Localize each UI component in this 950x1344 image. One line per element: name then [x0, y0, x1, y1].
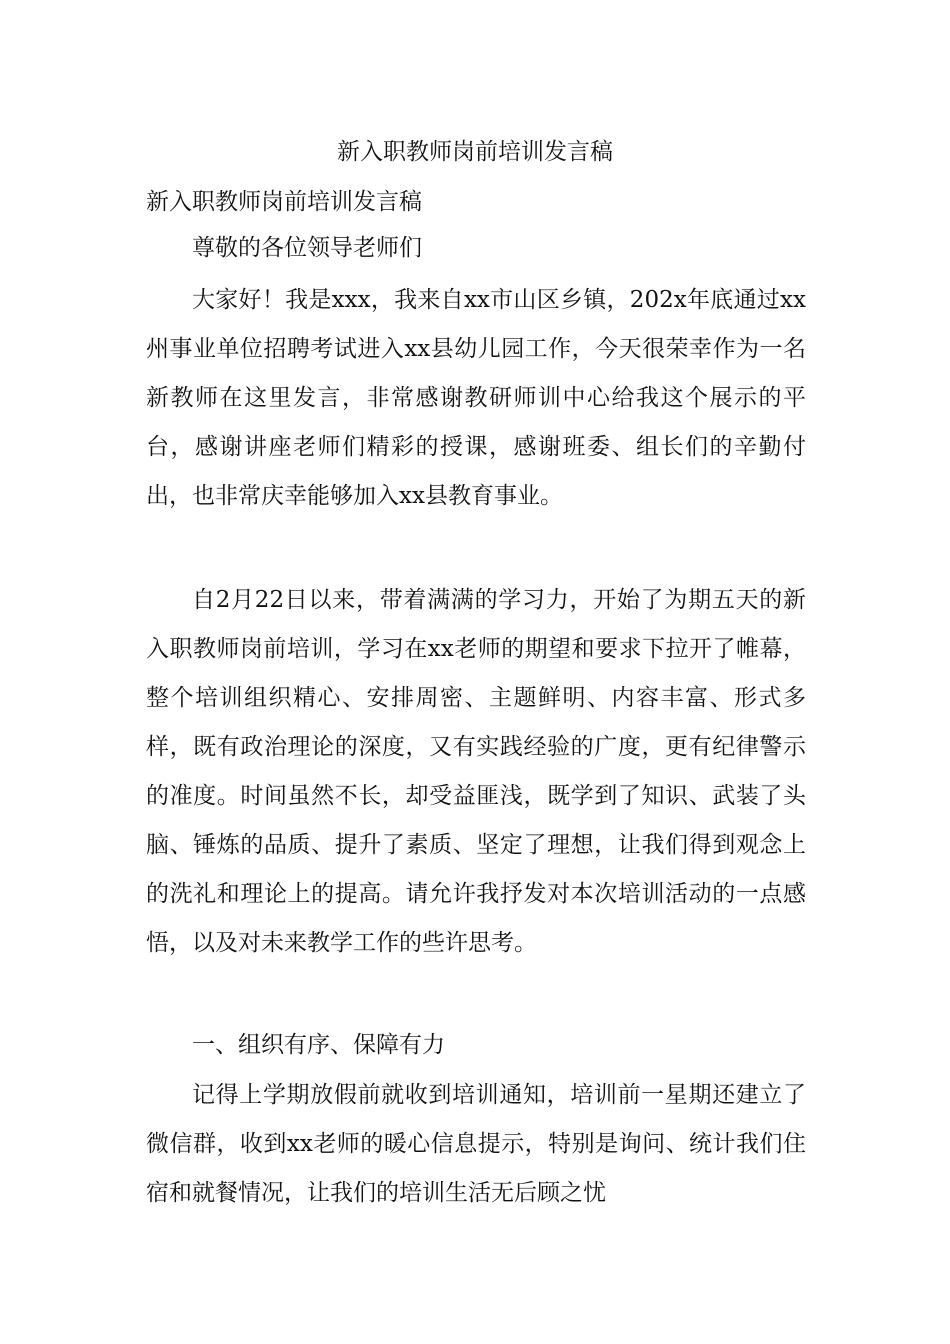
intro-paragraph: 大家好！我是xxx，我来自xx市山区乡镇，202x年底通过xx州事业单位招聘考试进入xx县幼儿园工作，今天很荣幸作为一名新教师在这里发言，非常感谢教研师训中心给我这个展示的平台，感谢讲座老师们精彩的授课，感谢班委、组长们的辛勤付出，也非常庆幸能够加入xx县教育事业。	[146, 287, 806, 509]
section-heading: 一、组织有序、保障有力	[192, 1032, 445, 1058]
document-subtitle: 新入职教师岗前培训发言稿	[146, 189, 422, 215]
training-paragraph: 自2月22日以来，带着满满的学习力，开始了为期五天的新入职教师岗前培训，学习在xx老师的期望和要求下拉开了帷幕，整个培训组织精心、安排周密、主题鲜明、内容丰富、形式多样，既有政治理论的深度，又有实践经验的广度，更有纪律警示的准度。时间虽然不长，却受益匪浅，既学到了知识、武装了头脑、锤炼的品质、提升了素质、坚定了理想，让我们得到观念上的洗礼和理论上的提高。请允许我抒发对本次培训活动的一点感悟，以及对未来教学工作的些许思考。	[146, 587, 806, 956]
document-title: 新入职教师岗前培训发言稿	[337, 139, 613, 165]
recall-paragraph: 记得上学期放假前就收到培训通知，培训前一星期还建立了微信群，收到xx老师的暖心信息提示，特别是询问、统计我们住宿和就餐情况，让我们的培训生活无后顾之忧	[146, 1082, 806, 1206]
greeting-paragraph: 尊敬的各位领导老师们	[192, 235, 422, 261]
